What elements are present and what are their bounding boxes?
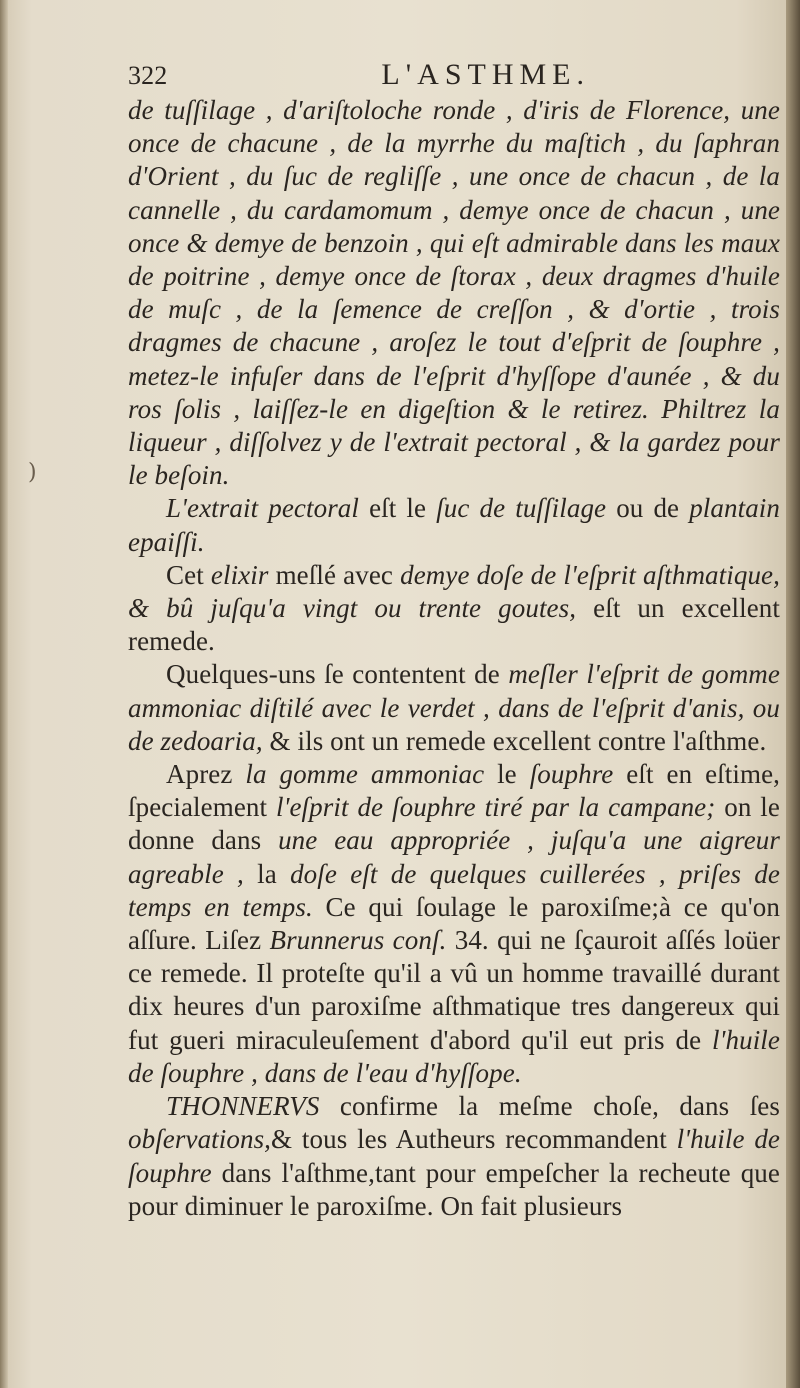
roman-run: & tous les Autheurs recommandent xyxy=(271,1124,677,1155)
italic-run: la gomme ammoniac xyxy=(245,759,485,790)
roman-run: eſt un excellent remede. xyxy=(128,593,780,657)
roman-run: ou de xyxy=(606,493,690,524)
italic-run: une eau appropriée , juſqu'a une aigreur agreable , xyxy=(128,825,781,889)
paragraph xyxy=(128,658,780,758)
page-left-edge xyxy=(0,0,8,1388)
running-title: L'ASTHME. xyxy=(381,58,590,91)
roman-run: Aprez xyxy=(166,759,246,790)
paragraph xyxy=(128,492,780,558)
italic-run: L'extrait pectoral xyxy=(166,493,360,524)
page-number: 322 xyxy=(128,61,168,90)
italic-run: l'huile de ſouphre , dans de l'eau d'hyſſope. xyxy=(128,1024,780,1088)
italic-run: ſouphre xyxy=(529,759,614,790)
italic-run: ſuc de tuſſilage xyxy=(436,493,607,524)
italic-run: Brunnerus conſ. xyxy=(269,925,447,956)
roman-run: 34. qui ne ſçauroit aſſés loüer ce remede. Il proteſte qu'il a vû un homme travaillé durant dix heures d'un paroxiſme aſthmatique tres dangereux qui fut gueri miraculeuſement d'abord qu'il eut pris de xyxy=(128,925,780,1055)
italic-run: elixir xyxy=(210,559,269,590)
roman-run: Quelques-uns ſe contentent de xyxy=(166,659,509,690)
roman-run: eſt le xyxy=(359,493,437,524)
italic-run: demye doſe de l'eſprit aſthmatique, & bû juſqu'a vingt ou trente goutes, xyxy=(128,559,780,624)
roman-run: dans l'aſthme,tant pour empeſcher la recheute que pour diminuer le paroxiſme. On fait plusieurs xyxy=(128,1157,780,1221)
roman-run: la xyxy=(243,858,291,889)
roman-run: eſt en eſtime, ſpecialement xyxy=(128,759,781,823)
italic-run: THONNERVS xyxy=(166,1091,320,1122)
italic-run: doſe eſt de quelques cuillerées , priſes de temps en temps. xyxy=(128,858,780,922)
paragraph xyxy=(128,758,780,1090)
italic-run: plantain epaiſſi. xyxy=(128,493,781,557)
page-header xyxy=(128,58,780,92)
paragraph xyxy=(128,1090,780,1223)
italic-run: de tuſſilage , d'ariſtoloche ronde , d'iris de Florence, une once de chacune , de la myrrhe du maſtich , du ſaphran d'Orient , du ſuc de regliſſe , une once de chacun , de la cannelle , du cardamomum , demye once de chacun , une once & demye de benzoin , qui eſt admirable dans les maux de poitrine , demye once de ſtorax , deux dragmes d'huile de muſc , de la ſemence de creſſon , & d'ortie , trois dragmes de chacune , aroſez le tout d'eſprit de ſouphre , metez-le infuſer dans de l'eſprit d'hyſſope d'aunée , & du ros ſolis , laiſſez-le en digeſtion & le retirez. Philtrez la liqueur , diſſolvez y de l'extrait pectoral , & la gardez pour le beſoin. xyxy=(128,95,780,491)
italic-run: meſler l'eſprit de gomme ammoniac diſtilé avec le verdet , dans de l'eſprit d'anis, ou de zedoaria, xyxy=(128,659,780,756)
text-block xyxy=(128,58,780,1243)
roman-run: meſlé avec xyxy=(268,559,401,590)
paragraph xyxy=(128,94,780,492)
body-text xyxy=(128,94,780,1223)
roman-run: le xyxy=(484,759,530,790)
paragraph xyxy=(128,559,780,659)
italic-run: l'eſprit de ſouphre tiré par la campane; xyxy=(276,792,716,823)
page-right-edge xyxy=(786,0,800,1388)
roman-run: on le donne dans xyxy=(128,792,780,856)
margin-mark: ) xyxy=(28,460,37,485)
roman-run: & ils ont un remede excellent contre l'aſthme. xyxy=(262,725,767,756)
italic-run: obſervations, xyxy=(128,1124,272,1155)
italic-run: l'huile de ſouphre xyxy=(128,1124,781,1188)
roman-run: Ce qui ſoulage le paroxiſme;à ce qu'on aſſure. Liſez xyxy=(128,891,780,956)
roman-run: Cet xyxy=(166,559,211,590)
roman-run: confirme la meſme choſe, dans ſes xyxy=(319,1091,780,1122)
